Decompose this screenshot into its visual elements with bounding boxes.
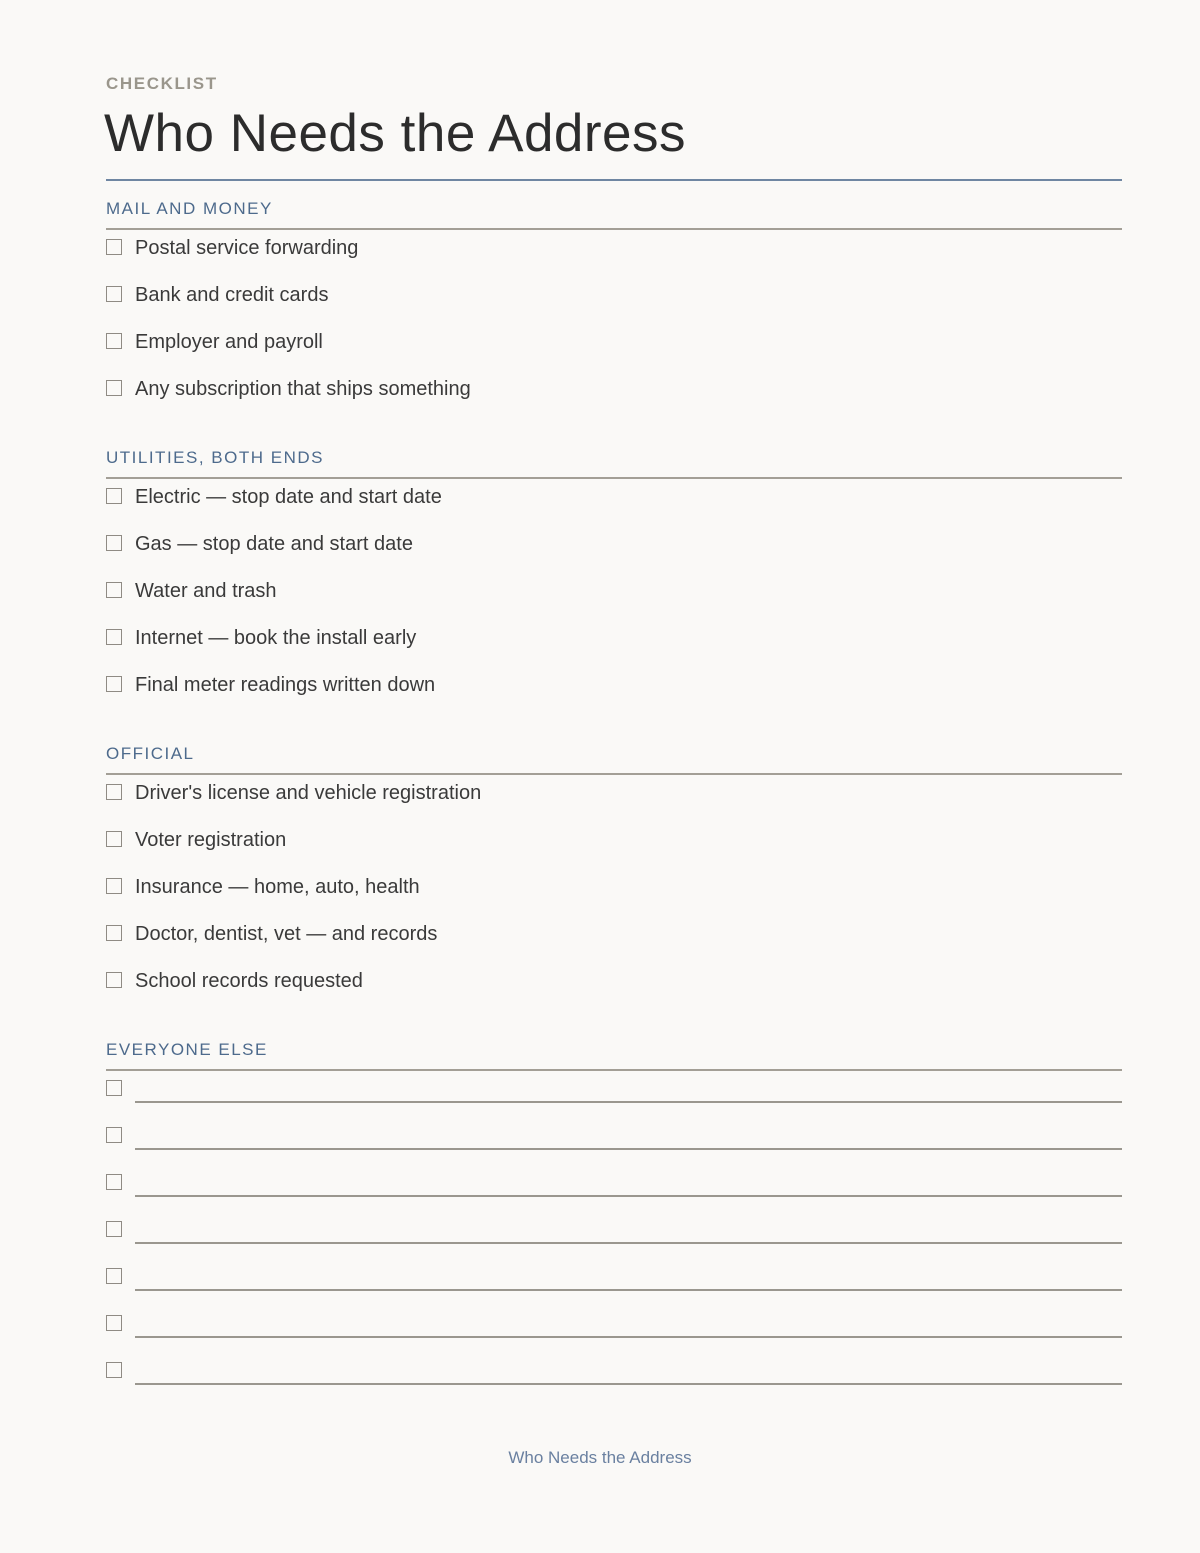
checkbox[interactable] <box>106 582 122 598</box>
blank-checklist-item <box>106 1118 1122 1165</box>
checkbox[interactable] <box>106 1174 122 1190</box>
eyebrow-label: CHECKLIST <box>106 74 218 93</box>
item-label: Driver's license and vehicle registration <box>135 782 482 804</box>
title-divider <box>106 179 1122 181</box>
section-utilities <box>106 449 1122 714</box>
write-in-line[interactable] <box>135 1242 1122 1244</box>
item-label: Doctor, dentist, vet — and records <box>135 923 438 945</box>
checklist-item <box>106 479 1122 526</box>
item-label: Electric — stop date and start date <box>135 486 442 508</box>
checkbox[interactable] <box>106 1268 122 1284</box>
checkbox[interactable] <box>106 1362 122 1378</box>
section-title: MAIL AND MONEY <box>106 199 273 218</box>
blank-checklist-item <box>106 1165 1122 1212</box>
checkbox[interactable] <box>106 1221 122 1237</box>
section-title: EVERYONE ELSE <box>106 1040 268 1059</box>
checkbox[interactable] <box>106 784 122 800</box>
item-label: Insurance — home, auto, health <box>135 876 420 898</box>
section-title: UTILITIES, BOTH ENDS <box>106 448 324 467</box>
checkbox[interactable] <box>106 1315 122 1331</box>
write-in-line[interactable] <box>135 1101 1122 1103</box>
checklist-item <box>106 620 1122 667</box>
write-in-line[interactable] <box>135 1336 1122 1338</box>
checklist-item <box>106 822 1122 869</box>
checkbox[interactable] <box>106 286 122 302</box>
checklist-item <box>106 573 1122 620</box>
blank-item-list <box>106 1071 1122 1400</box>
blank-checklist-item <box>106 1353 1122 1400</box>
blank-checklist-item <box>106 1259 1122 1306</box>
section-header <box>106 745 1122 775</box>
checklist-item <box>106 230 1122 277</box>
section-mail-and-money <box>106 200 1122 418</box>
blank-checklist-item <box>106 1071 1122 1118</box>
checklist-item <box>106 667 1122 714</box>
write-in-line[interactable] <box>135 1148 1122 1150</box>
write-in-line[interactable] <box>135 1195 1122 1197</box>
item-label: Final meter readings written down <box>135 674 436 696</box>
checkbox[interactable] <box>106 535 122 551</box>
checkbox[interactable] <box>106 676 122 692</box>
page-title: Who Needs the Address <box>104 104 687 163</box>
checklist-item <box>106 371 1122 418</box>
item-label: Postal service forwarding <box>135 237 359 259</box>
item-label: Employer and payroll <box>135 331 323 353</box>
checkbox[interactable] <box>106 925 122 941</box>
checkbox[interactable] <box>106 831 122 847</box>
section-header <box>106 1041 1122 1071</box>
write-in-line[interactable] <box>135 1383 1122 1385</box>
checklist-item <box>106 526 1122 573</box>
checklist-item <box>106 324 1122 371</box>
checkbox[interactable] <box>106 629 122 645</box>
section-everyone-else <box>106 1041 1122 1400</box>
section-title: OFFICIAL <box>106 744 195 763</box>
item-label: Water and trash <box>135 580 277 602</box>
checklist-item <box>106 916 1122 963</box>
checkbox[interactable] <box>106 1127 122 1143</box>
section-header <box>106 200 1122 230</box>
checkbox[interactable] <box>106 878 122 894</box>
blank-checklist-item <box>106 1306 1122 1353</box>
item-label: Internet — book the install early <box>135 627 417 649</box>
blank-checklist-item <box>106 1212 1122 1259</box>
footer-text: Who Needs the Address <box>508 1448 692 1467</box>
write-in-line[interactable] <box>135 1289 1122 1291</box>
section-official <box>106 745 1122 1010</box>
checkbox[interactable] <box>106 239 122 255</box>
section-header <box>106 449 1122 479</box>
item-label: School records requested <box>135 970 363 992</box>
checkbox[interactable] <box>106 333 122 349</box>
checklist-item <box>106 277 1122 324</box>
checkbox[interactable] <box>106 972 122 988</box>
checkbox[interactable] <box>106 1080 122 1096</box>
checklist-item <box>106 869 1122 916</box>
checkbox[interactable] <box>106 488 122 504</box>
checkbox[interactable] <box>106 380 122 396</box>
checklist-item <box>106 775 1122 822</box>
item-label: Voter registration <box>135 829 287 851</box>
checklist-item <box>106 963 1122 1010</box>
item-label: Gas — stop date and start date <box>135 533 413 555</box>
item-label: Any subscription that ships something <box>135 378 471 400</box>
item-label: Bank and credit cards <box>135 284 329 306</box>
